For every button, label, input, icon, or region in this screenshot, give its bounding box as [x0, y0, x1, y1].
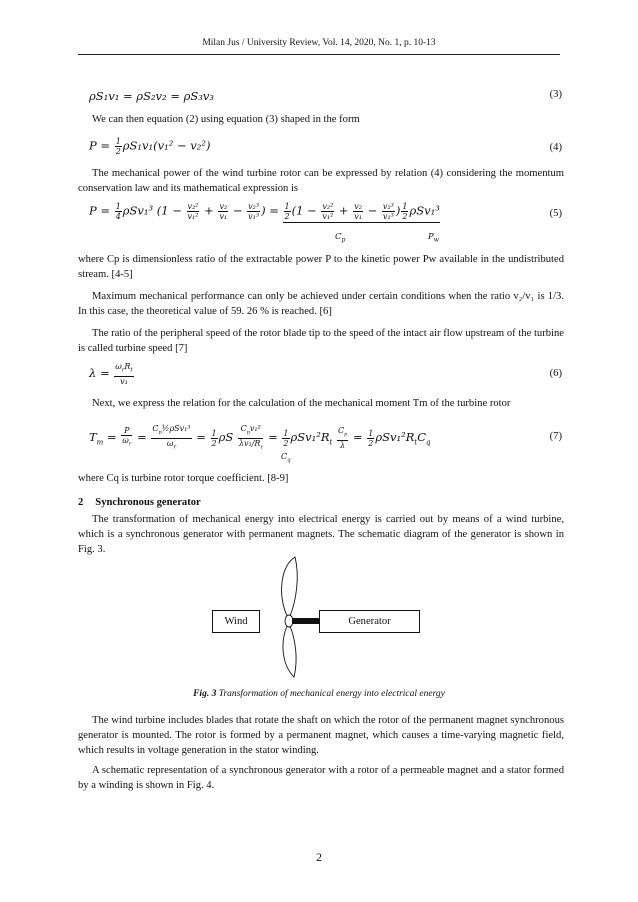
equation-6-number: (6) [549, 368, 562, 379]
running-header: Milan Jus / University Review, Vol. 14, 2020, No. 1, p. 10-13 [202, 38, 436, 48]
turbine-hub [285, 615, 293, 627]
paragraph-2: The mechanical power of the wind turbine rotor can be expressed by relation (4) considering the momentum conservation law and its mathematical expression is [78, 168, 564, 195]
paragraph-1: We can then equation (2) using equation (3) shaped in the form [92, 114, 360, 125]
pw-underbrace-label: $P_w$ [428, 232, 439, 244]
paragraph-3: where Cp is dimensionless ratio of the extractable power P to the kinetic power Pw available in the undistributed stream. [4-5] [78, 254, 564, 281]
cp-underbrace-label: $C_p$ [335, 232, 346, 244]
equation-5: P = $\frac{1}{4}$ ρSv₁³ (1 − $\frac{\text{v₂²}}{\text{v₁²}}$ + $\frac{\text{v₂}}{\text{v₁}}$ − $\frac{\text{v₂³}}{\text{v₁³}}$ ) = $\frac{1}{2}$ (1 − $\frac{\text{v₂²}}{\text{v₁²}}$ + $\frac{\text{v₂}}{\text{v₁}}$ − $\frac{\text{v₂³}}{\text{v₁³}}$ ) $\frac{1}{2}$ ρSv₁³ [89, 202, 440, 221]
paragraph-7: where Cq is turbine rotor torque coefficient. [8-9] [78, 473, 289, 484]
paragraph-4: Maximum mechanical performance can only be achieved under certain conditions when the ratio v₂/v₁ is 1/3. In this case, the theoretical value of 59. 26 % is reached. [6] [78, 291, 564, 318]
paragraph-5: The ratio of the peripheral speed of the rotor blade tip to the speed of the intact air flow upstream of the turbine is called turbine speed [7] [78, 328, 564, 355]
paragraph-9: The wind turbine includes blades that rotate the shaft on which the rotor of the permanent magnet synchronous generator is mounted. The rotor is formed by a permanent magnet, which causes a time-varying magnetic field, which results in voltage generation in the stator winding. [78, 715, 564, 757]
section-title: Synchronous generator [95, 497, 201, 508]
section-number: 2 [78, 497, 84, 508]
equation-4-number: (4) [549, 142, 562, 153]
turbine-shaft [292, 618, 319, 624]
paragraph-8: The transformation of mechanical energy into electrical energy is carried out by means of a wind turbine, which is a synchronous generator with permanent magnets. The schematic diagram of the generator is shown in Fig. 3. [78, 514, 564, 556]
equation-7: $T_m$ = $\frac{P}{\omega_r}$ = $\frac{C_p\frac{1}{2}\rho Sv_1^3}{\omega_r}$ = $\frac{1}{2}$ ρS $\frac{C_pv_1^2}{\lambda v_1/R_t}$ = $\frac{1}{2}$ $\rho Sv_1^2R_t$ $\frac{C_p}{\lambda}$ = $\frac{1}{2}$ $\rho Sv_1^2R_tC_q$ [89, 424, 431, 451]
section-heading [78, 497, 201, 508]
figure-3-caption [0, 689, 638, 699]
figure-3-caption-label: Fig. 3 [193, 689, 217, 699]
equation-3: ρS₁v₁ = ρS₂v₂ = ρS₃v₃ [89, 89, 214, 103]
equation-5-number: (5) [549, 208, 562, 219]
turbine-blade-lower [283, 626, 296, 677]
equation-3-number: (3) [549, 89, 562, 100]
figure-3-caption-text: Transformation of mechanical energy into electrical energy [218, 689, 445, 699]
equation-6: λ = $\frac{\omega_rR_t}{\text{v₁}}$ [89, 362, 133, 386]
equation-7-number: (7) [549, 431, 562, 442]
page-number: 2 [316, 850, 322, 864]
paragraph-6: Next, we express the relation for the calculation of the mechanical moment Tm of the turbine rotor [92, 398, 511, 409]
generator-box: Generator [319, 610, 420, 633]
equation-4: P = $\frac{1}{2}$ ρS₁v₁(v₁² − v₂²) [89, 137, 211, 156]
paragraph-10: A schematic representation of a synchronous generator with a rotor of a permeable magnet and a stator formed by a winding is shown in Fig. 4. [78, 765, 564, 792]
header-rule [78, 54, 560, 55]
wind-box: Wind [212, 610, 260, 633]
cq-brace-label: $C_q$ [281, 452, 291, 464]
turbine-blade-upper [282, 557, 298, 616]
